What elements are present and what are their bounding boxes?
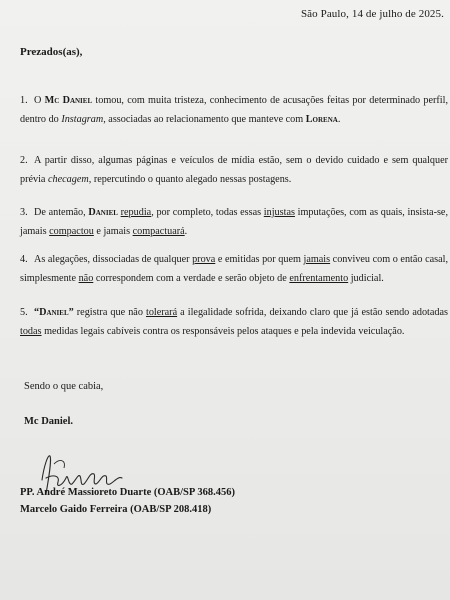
text-run: medidas legais cabíveis contra os responsáveis pelos ataques e pela indevida veiculação. — [41, 325, 405, 337]
paragraph-number: 2. — [20, 155, 28, 166]
text-run: e emitidas por quem — [215, 254, 304, 265]
text-run: injustas — [263, 207, 295, 218]
paragraph-number: 1. — [20, 95, 28, 106]
paragraph-3 — [20, 204, 448, 241]
paragraph-1 — [20, 92, 448, 129]
text-run: repudia — [120, 207, 152, 218]
paragraph-text — [20, 152, 448, 189]
text-run: O — [34, 95, 45, 106]
greeting: Prezados(as), — [20, 46, 83, 58]
text-run: , repercutindo o quanto alegado nessas postagens. — [88, 173, 292, 185]
text-run: , associadas ao relacionamento que manteve com — [103, 113, 306, 125]
text-run: . — [337, 113, 341, 125]
letter-date: São Paulo, 14 de julho de 2025. — [300, 8, 444, 20]
text-run: conviveu com o então casal, simplesmente — [20, 254, 448, 284]
signatory-2: Marcelo Gaido Ferreira (OAB/SP 208.418) — [20, 504, 212, 515]
text-run: A partir disso, algumas páginas e veículos de mídia estão, sem o devido cuidado e sem qualquer prévia — [20, 155, 448, 185]
text-run: De antemão, — [34, 207, 89, 218]
signatory-1: PP. André Massioreto Duarte (OAB/SP 368.456) — [20, 487, 235, 498]
text-run: judicial. — [348, 272, 384, 284]
text-run: registra que não — [73, 307, 146, 318]
text-run: e jamais — [93, 225, 133, 237]
paragraph-text — [20, 251, 448, 288]
text-run: As alegações, dissociadas de qualquer — [34, 254, 193, 265]
paragraph-2 — [20, 152, 448, 189]
text-run: prova — [192, 254, 216, 265]
text-run: Daniel — [88, 207, 118, 218]
text-run: todas — [20, 325, 42, 337]
text-run: correspondem com a verdade e serão objeto de — [93, 272, 290, 284]
paragraph-number: 3. — [20, 207, 28, 218]
text-run: jamais — [303, 254, 331, 265]
text-run: compactou — [49, 225, 94, 237]
text-run: Mc Daniel — [44, 95, 93, 106]
sender-name: Mc Daniel. — [24, 416, 73, 427]
text-run: imputações, com as quais, insista-se, jamais — [20, 207, 449, 237]
text-run: “Daniel” — [34, 307, 74, 318]
paragraph-number: 4. — [20, 254, 28, 265]
paragraph-text — [20, 92, 448, 129]
text-run: , por completo, todas essas — [151, 207, 264, 218]
text-run: Instagram — [61, 113, 104, 125]
closing-line: Sendo o que cabia, — [24, 381, 104, 392]
paragraph-text — [20, 304, 448, 341]
paragraph-text — [20, 204, 448, 241]
paragraph-4 — [20, 251, 448, 288]
text-run: Lorena — [305, 113, 338, 125]
text-run: tomou, com muita tristeza, conhecimento de acusações feitas por determinado perfil, dentro do — [20, 95, 449, 125]
text-run: . — [184, 225, 188, 237]
text-run: compactuará — [132, 225, 185, 237]
paragraph-5 — [20, 304, 448, 341]
text-run: não — [78, 272, 94, 284]
paragraph-number: 5. — [20, 307, 28, 318]
text-run: tolerará — [145, 307, 178, 318]
text-run: enfrentamento — [289, 272, 349, 284]
text-run: checagem — [48, 173, 89, 185]
text-run: a ilegalidade sofrida, deixando claro que já estão sendo adotadas — [177, 307, 448, 318]
signatories — [20, 484, 235, 518]
